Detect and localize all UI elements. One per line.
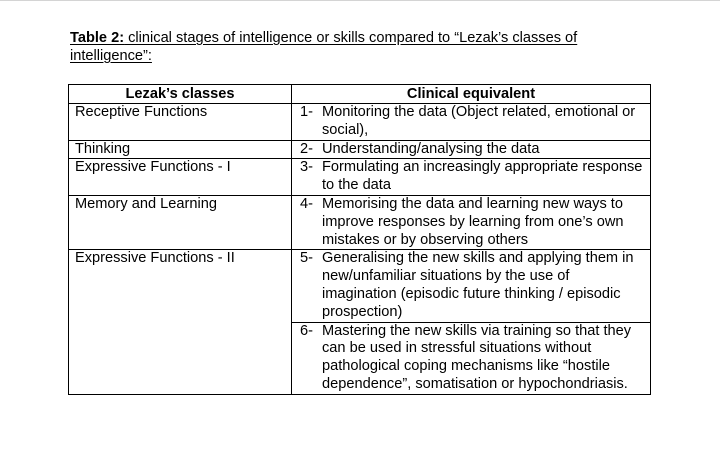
class-cell: Thinking: [69, 140, 292, 159]
top-divider: [0, 0, 720, 1]
equivalent-cell: [292, 322, 651, 394]
header-clinical-equivalent: Clinical equivalent: [292, 85, 651, 104]
item-number: 6-: [300, 322, 313, 339]
item-text: Memorising the data and learning new ways to improve responses by learning from one’s own mistakes or by observing others: [322, 195, 624, 248]
table-row: [69, 104, 651, 141]
equivalent-cell: [292, 140, 651, 159]
equivalent-cell: [292, 104, 651, 141]
table-row: [69, 195, 651, 249]
item-text: Generalising the new skills and applying them in new/unfamiliar situations by the use of imagination (episodic future thinking / episodic prospection): [322, 250, 634, 320]
item-text: Formulating an increasingly appropriate response to the data: [322, 159, 643, 194]
class-cell: Memory and Learning: [69, 195, 292, 249]
class-cell: Receptive Functions: [69, 104, 292, 141]
equivalent-cell: [292, 195, 651, 249]
item-number: 2-: [300, 140, 313, 157]
table-caption: [70, 29, 630, 65]
table-row: [69, 140, 651, 159]
equivalent-cell: [292, 159, 651, 196]
item-text: Understanding/analysing the data: [322, 140, 540, 157]
lezak-classes-table: [68, 84, 651, 395]
caption-label: Table 2:: [70, 30, 125, 46]
equivalent-cell: [292, 250, 651, 322]
item-number: 5-: [300, 250, 313, 267]
table-header-row: [69, 85, 651, 104]
table-row: [69, 250, 651, 322]
item-text: Monitoring the data (Object related, emotional or social),: [322, 104, 636, 138]
item-number: 4-: [300, 195, 313, 212]
item-number: 3-: [300, 159, 313, 176]
table-row: [69, 159, 651, 196]
header-lezak-classes: Lezak’s classes: [69, 85, 292, 104]
item-number: 1-: [300, 104, 313, 120]
caption-text: clinical stages of intelligence or skills compared to “Lezak’s classes of intelligence”:: [70, 30, 578, 64]
class-cell: Expressive Functions - I: [69, 159, 292, 196]
class-cell: Expressive Functions - II: [69, 250, 292, 394]
item-text: Mastering the new skills via training so that they can be used in stressful situations without pathological coping mechanisms like “hostile dependence”, somatisation or hypochondriasis.: [322, 322, 632, 392]
